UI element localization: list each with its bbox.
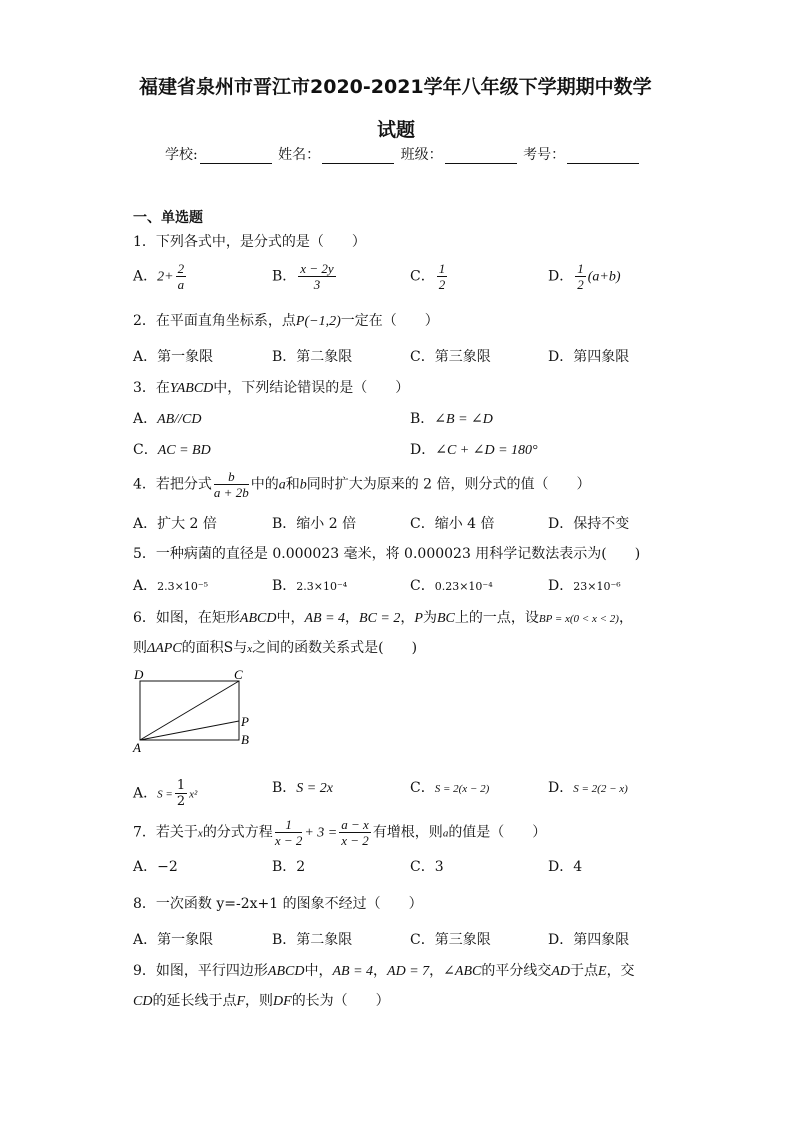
q7-option-c: C．3 bbox=[410, 859, 444, 875]
label-b: B bbox=[241, 732, 249, 747]
q4-stem: 4．若把分式 $\frac{b}{a + 2b}$ 中的a和b同时扩大为原来的 2 倍，则分式的值（ ） bbox=[133, 469, 591, 500]
q4-option-b: B．缩小 2 倍 bbox=[272, 516, 357, 532]
q4-option-c: C．缩小 4 倍 bbox=[410, 516, 495, 532]
class-blank[interactable] bbox=[445, 149, 517, 164]
q7-option-b: B．2 bbox=[272, 859, 306, 875]
q2-option-d: D．第四象限 bbox=[548, 349, 630, 365]
label-a: A bbox=[133, 740, 141, 755]
label-c: C bbox=[234, 668, 243, 682]
school-blank[interactable] bbox=[200, 149, 272, 164]
q3-option-c: C．AC = BD bbox=[133, 442, 211, 458]
q5-option-a: A．2.3×10⁻⁵ bbox=[133, 578, 209, 594]
exam-no-blank[interactable] bbox=[567, 149, 639, 164]
q7-option-d: D．4 bbox=[548, 859, 583, 875]
q8-option-b: B．第二象限 bbox=[272, 932, 353, 948]
label-p: P bbox=[241, 714, 249, 729]
q8-stem: 8．一次函数 y=-2x+1 的图象不经过（ ） bbox=[133, 896, 423, 912]
q1-option-d: D． $\frac{1}{2}$ (a+b) bbox=[548, 261, 621, 292]
q5-option-d: D．23×10⁻⁶ bbox=[548, 578, 621, 594]
page-title-line2: 试题 bbox=[377, 119, 416, 141]
student-info-line bbox=[165, 146, 641, 164]
q6-option-b: B．S = 2x bbox=[272, 780, 333, 796]
q1-option-b: B． $\frac{x - 2y}{3}$ bbox=[272, 261, 334, 292]
segment-ac bbox=[140, 681, 239, 740]
q2-stem: 2．在平面直角坐标系，点P(−1,2)一定在（ ） bbox=[133, 313, 439, 329]
q8-option-c: C．第三象限 bbox=[410, 932, 491, 948]
q6-stem-line2: 则ΔAPC的面积S与x之间的函数关系式是( ) bbox=[133, 640, 418, 656]
exam-no-label: 考号： bbox=[523, 147, 566, 163]
class-label: 班级： bbox=[400, 147, 443, 163]
q4-option-a: A．扩大 2 倍 bbox=[133, 516, 217, 532]
q5-stem: 5．一种病菌的直径是 0.000023 毫米，将 0.000023 用科学记数法表示为( ) bbox=[133, 546, 641, 562]
q8-option-d: D．第四象限 bbox=[548, 932, 630, 948]
q1-option-c: C． $\frac{1}{2}$ bbox=[410, 261, 446, 292]
q4-option-d: D．保持不变 bbox=[548, 516, 630, 532]
q3-option-d: D．∠C + ∠D = 180° bbox=[410, 442, 538, 458]
q3-option-b: B．∠B = ∠D bbox=[410, 411, 493, 427]
q6-option-c: C．S = 2(x − 2) bbox=[410, 780, 490, 796]
section-heading: 一、单选题 bbox=[133, 210, 203, 226]
q5-option-c: C．0.23×10⁻⁴ bbox=[410, 578, 493, 594]
q6-stem-line1: 6．如图，在矩形ABCD中，AB = 4，BC = 2，P为BC上的一点，设BP = x(0 < x < 2)， bbox=[133, 610, 633, 626]
name-blank[interactable] bbox=[322, 149, 394, 164]
q6-rectangle-figure bbox=[128, 668, 268, 758]
q8-option-a: A．第一象限 bbox=[133, 932, 214, 948]
q5-option-b: B．2.3×10⁻⁴ bbox=[272, 578, 348, 594]
page-title: 福建省泉州市晋江市2020-2021学年八年级下学期期中数学 bbox=[139, 76, 652, 98]
q3-option-a: A．AB//CD bbox=[133, 411, 202, 427]
q7-option-a: A．−2 bbox=[133, 859, 178, 875]
q2-option-a: A．第一象限 bbox=[133, 349, 214, 365]
q3-stem: 3．在YABCD中，下列结论错误的是（ ） bbox=[133, 380, 410, 396]
name-label: 姓名： bbox=[278, 147, 321, 163]
q2-option-c: C．第三象限 bbox=[410, 349, 491, 365]
q7-stem: 7．若关于x的分式方程 $\frac{1}{x - 2}$ + 3 = $\frac{a - x}{x - 2}$ 有增根，则a的值是（ ） bbox=[133, 817, 547, 848]
q6-option-d: D．S = 2(2 − x) bbox=[548, 780, 628, 796]
q9-stem-line1: 9．如图，平行四边形ABCD中，AB = 4，AD = 7，∠ABC的平分线交AD于点E，交 bbox=[133, 963, 635, 979]
label-d: D bbox=[134, 668, 144, 682]
q6-option-a: A．S = $\frac{1}{2}$ x² bbox=[133, 778, 198, 809]
q1-stem: 1．下列各式中，是分式的是（ ） bbox=[133, 234, 366, 250]
q2-option-b: B．第二象限 bbox=[272, 349, 353, 365]
segment-ap bbox=[140, 721, 239, 740]
school-label: 学校: bbox=[165, 147, 198, 163]
q1-option-a: A．2+ $\frac{2}{a}$ bbox=[133, 261, 185, 292]
q9-stem-line2: CD的延长线于点F，则DF的长为（ ） bbox=[133, 993, 390, 1009]
